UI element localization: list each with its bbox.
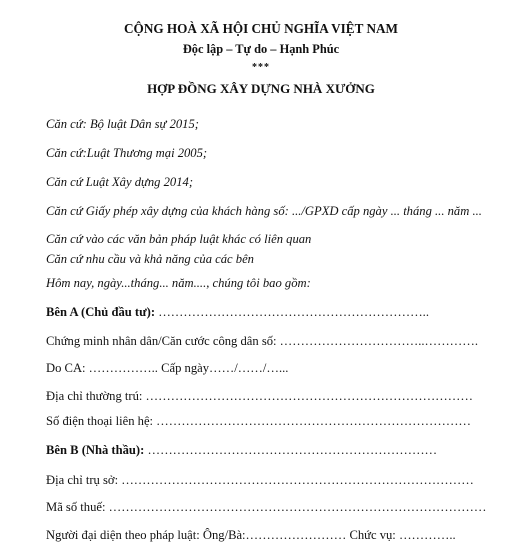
basis-needs: Căn cứ nhu cầu và khả năng của các bên bbox=[46, 252, 254, 266]
separator-stars: *** bbox=[252, 62, 270, 73]
contract-title: HỢP ĐỒNG XÂY DỰNG NHÀ XƯỞNG bbox=[147, 81, 375, 96]
party-b-heading-dots: …………………………………………………………… bbox=[144, 443, 438, 457]
party-a-address: Địa chỉ thường trú: …………………………………………………………………… bbox=[46, 389, 473, 403]
party-b-heading-line bbox=[46, 442, 437, 458]
party-a-id-number: Chứng minh nhân dân/Căn cước công dân số: ……………………………..…………. bbox=[46, 334, 479, 348]
party-b-office-address: Địa chỉ trụ sở: ………………………………………………………………………… bbox=[46, 473, 474, 487]
party-a-heading-dots: ……………………………………………………….. bbox=[155, 305, 429, 319]
party-a-issue-info: Do CA: …………….. Cấp ngày……/……/…... bbox=[46, 361, 289, 375]
basis-commercial-law: Căn cứ:Luật Thương mại 2005; bbox=[46, 146, 208, 160]
party-a-phone: Số điện thoại liên hệ: ………………………………………………………………… bbox=[46, 414, 472, 428]
party-a-heading: Bên A (Chủ đầu tư): bbox=[46, 305, 156, 319]
basis-civil-code: Căn cứ: Bộ luật Dân sự 2015; bbox=[46, 117, 199, 131]
date-intro: Hôm nay, ngày...tháng... năm...., chúng tôi bao gồm: bbox=[46, 276, 311, 290]
national-motto: Độc lập – Tự do – Hạnh Phúc bbox=[182, 42, 340, 56]
basis-construction-law: Căn cứ Luật Xây dựng 2014; bbox=[46, 175, 194, 189]
basis-building-permit: Căn cứ Giấy phép xây dựng của khách hàng số: .../GPXD cấp ngày ... tháng ... năm ... bbox=[46, 204, 482, 218]
party-b-legal-representative: Người đại diện theo pháp luật: Ông/Bà:…………………… Chức vụ: ………….. bbox=[46, 528, 456, 542]
party-b-heading: Bên B (Nhà thầu): bbox=[46, 443, 145, 457]
party-a-heading-line bbox=[46, 304, 429, 320]
basis-other-laws: Căn cứ vào các văn bản pháp luật khác có liên quan bbox=[46, 232, 312, 246]
party-b-tax-code: Mã số thuế: ……………………………………………………………………………… bbox=[46, 500, 487, 514]
national-title: CỘNG HOÀ XÃ HỘI CHỦ NGHĨA VIỆT NAM bbox=[124, 21, 398, 36]
